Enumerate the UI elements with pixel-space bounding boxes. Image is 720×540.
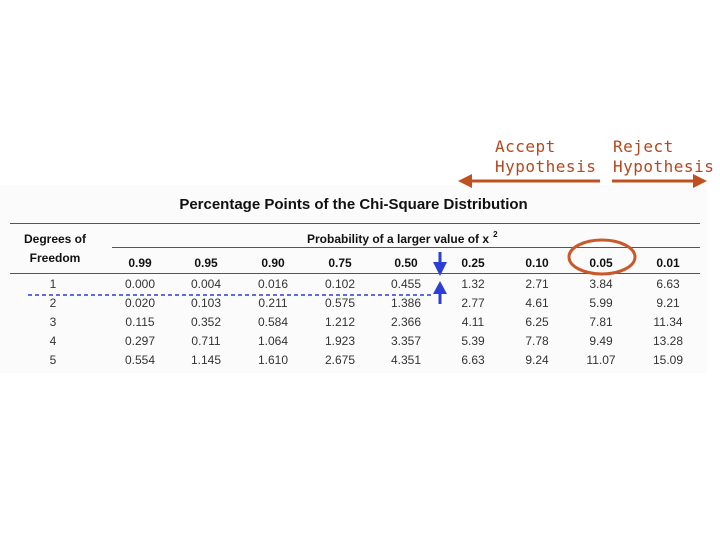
table-cell: 3.357 (390, 334, 422, 348)
column-header: 0.90 (261, 256, 285, 270)
table-cell: 0.016 (257, 277, 289, 291)
table-cell: 4.61 (525, 296, 549, 310)
table-cell: 0.102 (324, 277, 356, 291)
df-cell: 1 (49, 277, 57, 291)
table-cell: 6.63 (461, 353, 485, 367)
df-cell: 5 (49, 353, 57, 367)
table-cell: 2.675 (324, 353, 356, 367)
table-cell: 1.32 (461, 277, 485, 291)
table-cell: 0.352 (190, 315, 222, 329)
table-cell: 4.351 (390, 353, 422, 367)
df-cell: 2 (49, 296, 57, 310)
column-header: 0.75 (328, 256, 352, 270)
table-cell: 0.575 (324, 296, 356, 310)
column-header: 0.05 (589, 256, 613, 270)
table-cell: 1.386 (390, 296, 422, 310)
highlight-circle (569, 240, 635, 274)
table-cell: 4.11 (461, 315, 485, 329)
table-cell: 11.34 (653, 315, 683, 329)
df-header-line-2: Freedom (29, 251, 81, 265)
column-header: 0.95 (194, 256, 218, 270)
table-cell: 0.115 (125, 315, 155, 329)
table-cell: 0.020 (124, 296, 156, 310)
table-cell: 9.21 (656, 296, 680, 310)
table-cell: 0.711 (191, 334, 221, 348)
table-cell: 2.71 (525, 277, 549, 291)
accept-arrowhead (458, 174, 472, 188)
table-cell: 1.064 (257, 334, 289, 348)
table-cell: 0.455 (390, 277, 422, 291)
df-cell: 3 (49, 315, 57, 329)
table-cell: 11.07 (586, 353, 616, 367)
table-cell: 6.25 (525, 315, 549, 329)
df-cell: 4 (49, 334, 57, 348)
table-cell: 0.000 (124, 277, 156, 291)
table-cell: 0.103 (190, 296, 222, 310)
reject-label-line-2: Hypothesis (613, 157, 715, 176)
table-cell: 0.554 (124, 353, 156, 367)
table-cell: 0.004 (190, 277, 222, 291)
table-cell: 0.584 (257, 315, 289, 329)
table-cell: 6.63 (656, 277, 680, 291)
table-cell: 1.212 (324, 315, 356, 329)
reject-arrowhead (693, 174, 707, 188)
blue-up-arrowhead (433, 281, 447, 294)
table-cell: 2.366 (390, 315, 422, 329)
table-cell: 0.297 (124, 334, 156, 348)
table-cell: 9.24 (525, 353, 549, 367)
table-cell: 7.81 (589, 315, 613, 329)
accept-label-line-2: Hypothesis (495, 157, 597, 176)
table-cell: 13.28 (652, 334, 684, 348)
table-cell: 1.610 (257, 353, 289, 367)
column-header: 0.25 (461, 256, 485, 270)
accept-label-line-1: Accept (495, 137, 556, 156)
column-header: 0.01 (656, 256, 680, 270)
df-header-line-1: Degrees of (23, 232, 87, 246)
column-header: 0.99 (128, 256, 152, 270)
table-title: Percentage Points of the Chi-Square Distribution (179, 196, 528, 213)
probability-header-sup: 2 (493, 230, 498, 239)
column-header: 0.10 (525, 256, 549, 270)
table-cell: 5.39 (461, 334, 485, 348)
table-cell: 2.77 (461, 296, 485, 310)
table-cell: 3.84 (589, 277, 613, 291)
table-cell: 15.09 (652, 353, 684, 367)
table-cell: 9.49 (589, 334, 613, 348)
table-cell: 1.145 (190, 353, 222, 367)
table-cell: 5.99 (589, 296, 613, 310)
table-cell: 0.211 (258, 296, 288, 310)
probability-header-text: Probability of a larger value of x (307, 232, 490, 246)
reject-label-line-1: Reject (613, 137, 674, 156)
table-cell: 7.78 (525, 334, 549, 348)
blue-down-arrowhead (433, 262, 447, 276)
table-cell: 1.923 (324, 334, 356, 348)
column-header: 0.50 (394, 256, 418, 270)
